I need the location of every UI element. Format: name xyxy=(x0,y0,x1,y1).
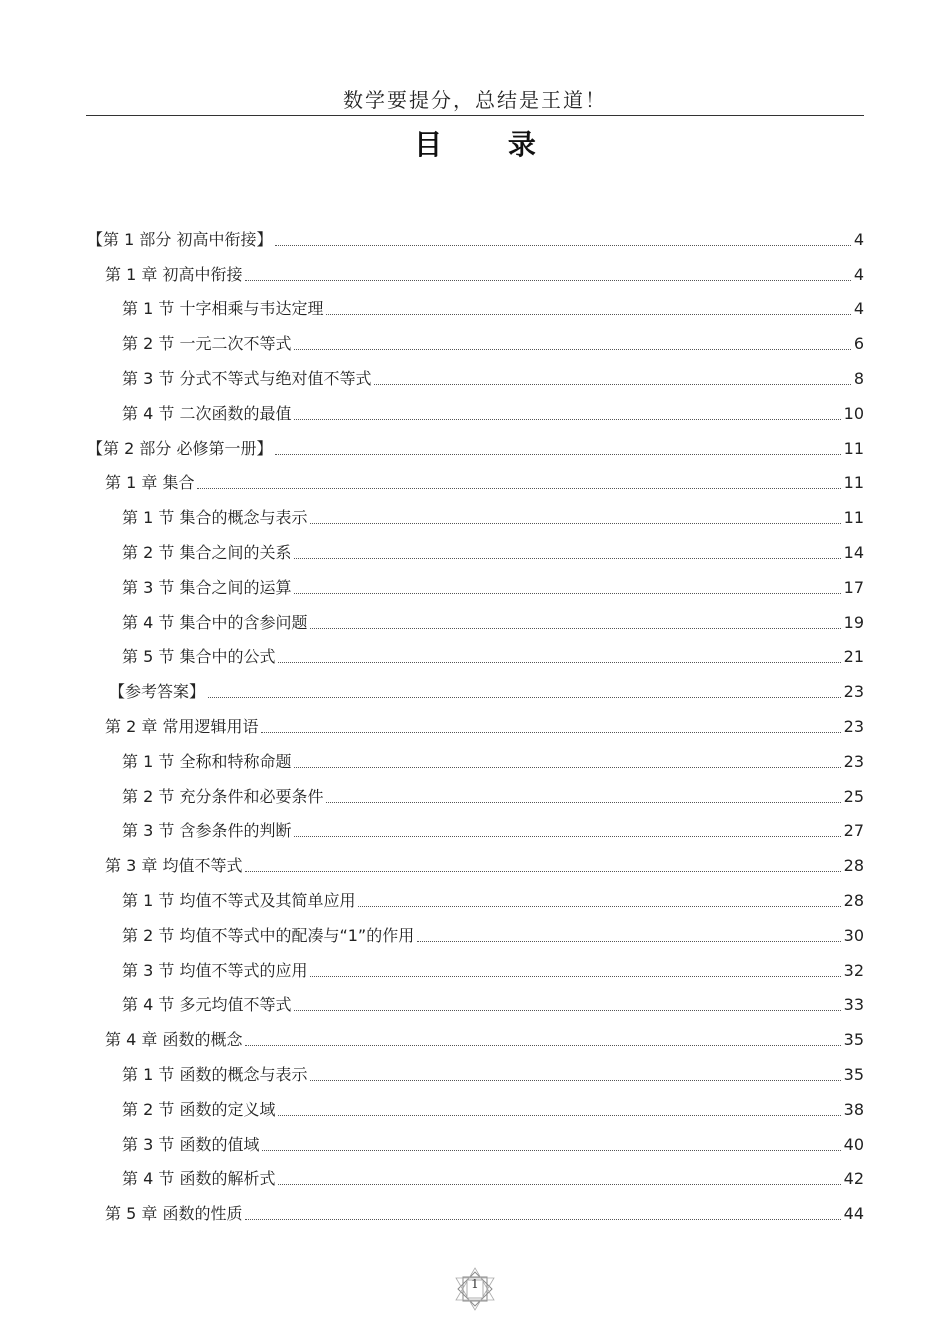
toc-entry-section[interactable] xyxy=(87,811,864,846)
toc-entry-page-number: 30 xyxy=(843,925,864,945)
header-divider xyxy=(86,115,864,116)
toc-entry-page-number: 11 xyxy=(843,438,864,458)
toc-entry-label: 第 2 章 常用逻辑用语 xyxy=(105,716,259,736)
toc-entry-section[interactable] xyxy=(87,289,864,324)
toc-entry-page-number: 23 xyxy=(843,716,864,736)
dot-leader xyxy=(278,1184,840,1185)
toc-entry-chapter[interactable] xyxy=(87,845,864,880)
dot-leader xyxy=(374,384,850,385)
toc-entry-section[interactable] xyxy=(87,741,864,776)
toc-entry-label: 第 2 节 均值不等式中的配凑与“1”的作用 xyxy=(122,925,415,945)
toc-entry-label: 第 5 章 函数的性质 xyxy=(105,1204,243,1224)
toc-entry-page-number: 40 xyxy=(843,1134,864,1154)
toc-entry-page-number: 4 xyxy=(853,299,864,319)
toc-entry-page-number: 23 xyxy=(843,751,864,771)
toc-entry-label: 第 5 节 集合中的公式 xyxy=(122,647,276,667)
dot-leader xyxy=(294,558,840,559)
toc-entry-section[interactable] xyxy=(87,985,864,1020)
toc-entry-label: 第 1 节 集合的概念与表示 xyxy=(122,508,308,528)
dot-leader xyxy=(294,767,840,768)
dot-leader xyxy=(245,1219,840,1220)
toc-entry-page-number: 11 xyxy=(843,508,864,528)
toc-entry-label: 【第 2 部分 必修第一册】 xyxy=(87,438,273,458)
toc-entry-page-number: 21 xyxy=(843,647,864,667)
dot-leader xyxy=(275,454,840,455)
toc-entry-part[interactable] xyxy=(87,219,864,254)
toc-entry-label: 第 3 节 分式不等式与绝对值不等式 xyxy=(122,368,372,388)
toc-entry-label: 第 3 节 集合之间的运算 xyxy=(122,577,292,597)
dot-leader xyxy=(278,662,840,663)
toc-entry-label: 第 1 节 函数的概念与表示 xyxy=(122,1064,308,1084)
toc-entry-section[interactable] xyxy=(87,567,864,602)
toc-entry-label: 第 2 节 集合之间的关系 xyxy=(122,542,292,562)
dot-leader xyxy=(294,836,840,837)
toc-entry-page-number: 35 xyxy=(843,1064,864,1084)
toc-entry-chapter[interactable] xyxy=(87,1019,864,1054)
toc-entry-page-number: 19 xyxy=(843,612,864,632)
toc-entry-page-number: 17 xyxy=(843,577,864,597)
toc-entry-page-number: 28 xyxy=(843,890,864,910)
dot-leader xyxy=(294,1010,840,1011)
toc-entry-section[interactable] xyxy=(87,393,864,428)
toc-entry-section[interactable] xyxy=(87,1124,864,1159)
toc-entry-label: 第 1 章 初高中衔接 xyxy=(105,264,243,284)
toc-entry-label: 第 1 节 全称和特称命题 xyxy=(122,751,292,771)
toc-entry-page-number: 28 xyxy=(843,856,864,876)
toc-entry-label: 第 2 节 充分条件和必要条件 xyxy=(122,786,324,806)
toc-entry-page-number: 27 xyxy=(843,821,864,841)
dot-leader xyxy=(294,419,840,420)
dot-leader xyxy=(294,593,840,594)
toc-entry-page-number: 14 xyxy=(843,542,864,562)
toc-entry-page-number: 10 xyxy=(843,403,864,423)
toc-entry-section[interactable] xyxy=(87,776,864,811)
toc-entry-answer[interactable] xyxy=(87,671,864,706)
page-title: 目 录 xyxy=(414,128,564,161)
toc-entry-label: 第 1 节 均值不等式及其简单应用 xyxy=(122,890,356,910)
toc-entry-label: 【第 1 部分 初高中衔接】 xyxy=(87,229,273,249)
toc-entry-label: 第 3 节 函数的值域 xyxy=(122,1134,260,1154)
toc-entry-section[interactable] xyxy=(87,1054,864,1089)
toc-entry-page-number: 32 xyxy=(843,960,864,980)
header-slogan: 数学要提分，总结是王道！ xyxy=(343,88,607,112)
dot-leader xyxy=(326,314,850,315)
toc-entry-label: 第 3 节 含参条件的判断 xyxy=(122,821,292,841)
toc-entry-part[interactable] xyxy=(87,428,864,463)
dot-leader xyxy=(275,245,850,246)
toc-entry-page-number: 23 xyxy=(843,682,864,702)
toc-entry-label: 第 1 节 十字相乘与韦达定理 xyxy=(122,299,324,319)
toc-entry-label: 第 4 节 多元均值不等式 xyxy=(122,995,292,1015)
toc-entry-page-number: 11 xyxy=(843,473,864,493)
dot-leader xyxy=(245,1045,840,1046)
dot-leader xyxy=(245,280,850,281)
toc-entry-chapter[interactable] xyxy=(87,1193,864,1228)
toc-entry-section[interactable] xyxy=(87,950,864,985)
toc-entry-page-number: 44 xyxy=(843,1204,864,1224)
toc-entry-label: 第 4 节 二次函数的最值 xyxy=(122,403,292,423)
toc-entry-section[interactable] xyxy=(87,602,864,637)
dot-leader xyxy=(310,976,840,977)
toc-entry-section[interactable] xyxy=(87,323,864,358)
dot-leader xyxy=(310,1080,840,1081)
dot-leader xyxy=(197,488,840,489)
toc-entry-section[interactable] xyxy=(87,1159,864,1194)
dot-leader xyxy=(245,871,840,872)
toc-entry-section[interactable] xyxy=(87,915,864,950)
toc-entry-page-number: 42 xyxy=(843,1169,864,1189)
toc-entry-label: 第 2 节 函数的定义域 xyxy=(122,1099,276,1119)
table-of-contents xyxy=(87,219,864,1228)
toc-entry-label: 第 2 节 一元二次不等式 xyxy=(122,334,292,354)
dot-leader xyxy=(310,628,840,629)
dot-leader xyxy=(294,349,850,350)
toc-entry-section[interactable] xyxy=(87,637,864,672)
toc-entry-page-number: 6 xyxy=(853,334,864,354)
page-number: 1 xyxy=(471,1277,479,1291)
dot-leader xyxy=(262,1150,840,1151)
toc-entry-label: 第 3 章 均值不等式 xyxy=(105,856,243,876)
toc-entry-label: 第 4 节 函数的解析式 xyxy=(122,1169,276,1189)
dot-leader xyxy=(358,906,840,907)
dot-leader xyxy=(310,523,840,524)
toc-entry-label: 第 4 章 函数的概念 xyxy=(105,1030,243,1050)
toc-entry-chapter[interactable] xyxy=(87,463,864,498)
toc-entry-section[interactable] xyxy=(87,1089,864,1124)
toc-entry-section[interactable] xyxy=(87,532,864,567)
dot-leader xyxy=(278,1115,840,1116)
toc-entry-page-number: 35 xyxy=(843,1030,864,1050)
toc-entry-label: 第 4 节 集合中的含参问题 xyxy=(122,612,308,632)
toc-entry-section[interactable] xyxy=(87,358,864,393)
toc-entry-page-number: 38 xyxy=(843,1099,864,1119)
toc-entry-page-number: 4 xyxy=(853,264,864,284)
toc-entry-page-number: 33 xyxy=(843,995,864,1015)
toc-entry-page-number: 4 xyxy=(853,229,864,249)
dot-leader xyxy=(261,732,840,733)
dot-leader xyxy=(417,941,840,942)
toc-entry-label: 第 3 节 均值不等式的应用 xyxy=(122,960,308,980)
toc-entry-chapter[interactable] xyxy=(87,254,864,289)
toc-entry-section[interactable] xyxy=(87,880,864,915)
dot-leader xyxy=(208,697,841,698)
toc-entry-page-number: 25 xyxy=(843,786,864,806)
toc-entry-label: 【参考答案】 xyxy=(109,682,206,702)
toc-entry-section[interactable] xyxy=(87,497,864,532)
dot-leader xyxy=(326,802,840,803)
toc-entry-label: 第 1 章 集合 xyxy=(105,473,195,493)
toc-entry-chapter[interactable] xyxy=(87,706,864,741)
toc-entry-page-number: 8 xyxy=(853,368,864,388)
